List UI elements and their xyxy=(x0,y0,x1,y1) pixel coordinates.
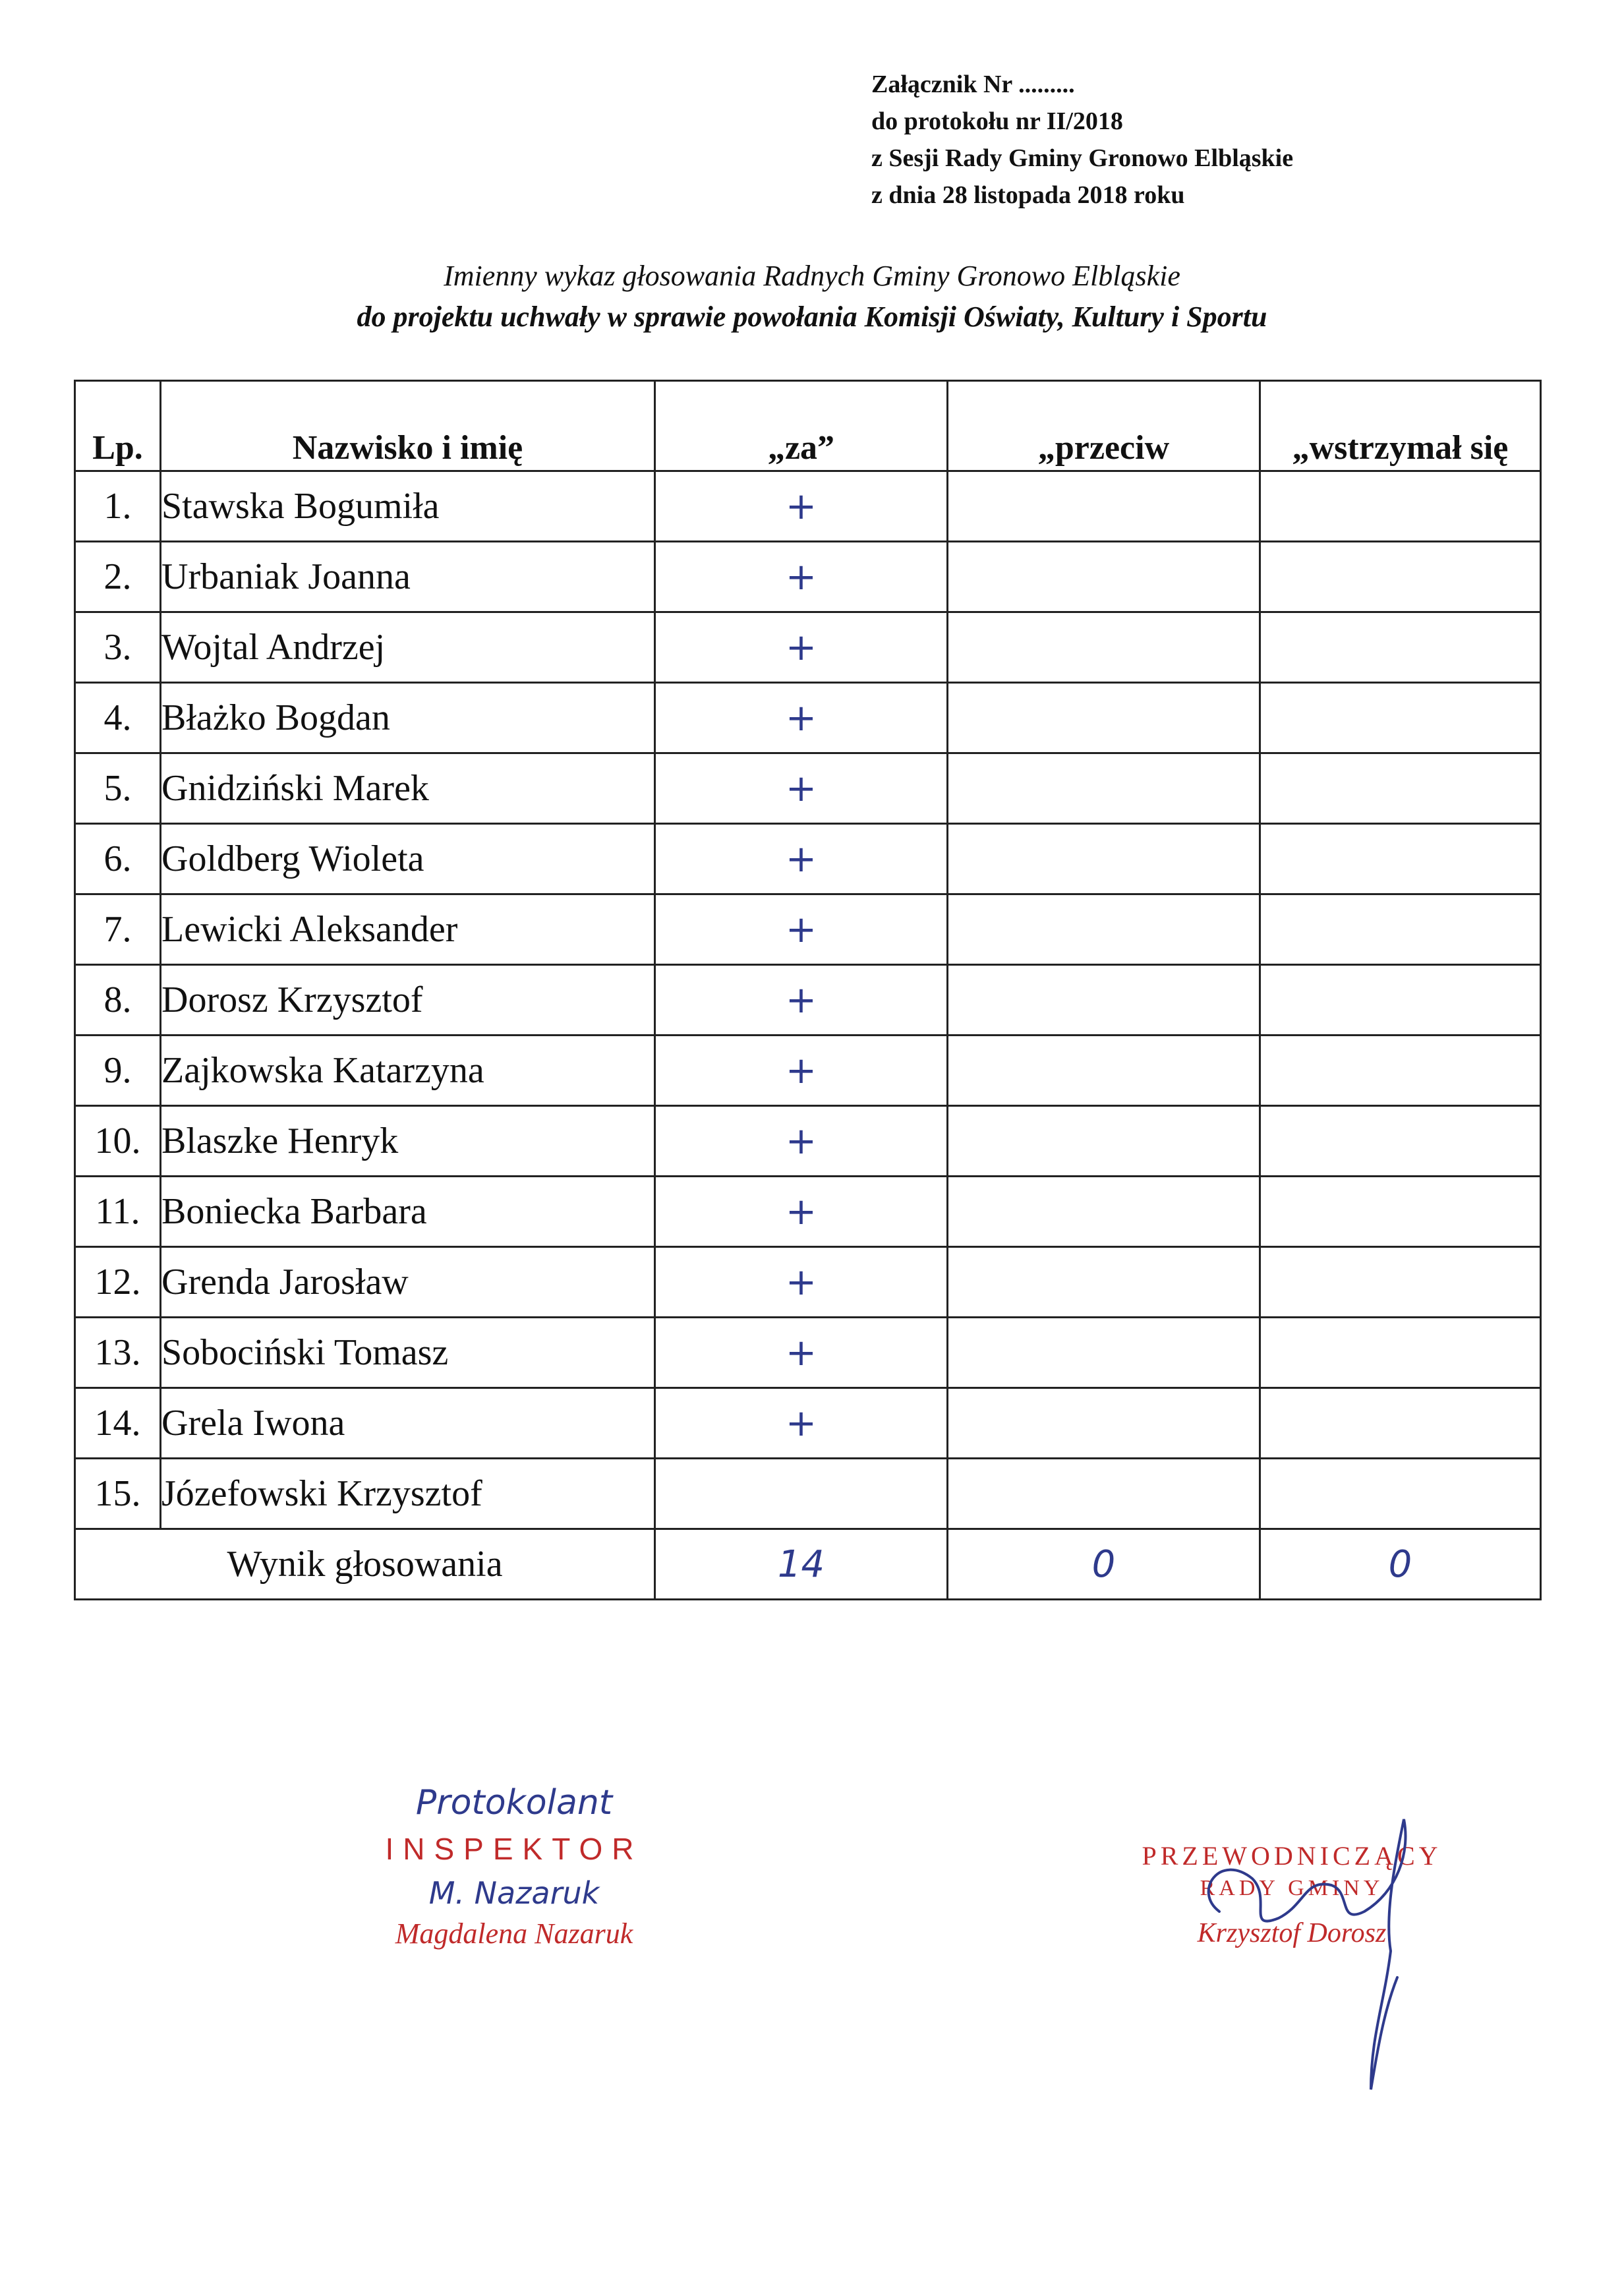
attachment-number: Załącznik Nr ......... xyxy=(871,71,1075,98)
vote-wstrzymal xyxy=(1260,1106,1541,1177)
vote-wstrzymal xyxy=(1260,824,1541,894)
chair-signature-icon xyxy=(1120,1813,1463,2129)
vote-za: + xyxy=(655,1036,948,1106)
vote-przeciw xyxy=(948,683,1260,753)
row-lp: 10. xyxy=(75,1106,161,1177)
vote-wstrzymal xyxy=(1260,1318,1541,1388)
vote-przeciw xyxy=(948,894,1260,965)
result-za: 14 xyxy=(655,1529,948,1600)
attachment-header xyxy=(871,66,1293,214)
vote-przeciw xyxy=(948,1177,1260,1247)
chair-stamp xyxy=(1120,1839,1463,1963)
vote-wstrzymal xyxy=(1260,1247,1541,1318)
table-row xyxy=(75,612,1541,683)
table-row xyxy=(75,1177,1541,1247)
vote-za: + xyxy=(655,1177,948,1247)
table-row xyxy=(75,1036,1541,1106)
row-lp: 9. xyxy=(75,1036,161,1106)
chair-title: PRZEWODNICZĄCY xyxy=(1142,1841,1442,1871)
row-lp: 2. xyxy=(75,542,161,612)
vote-wstrzymal xyxy=(1260,471,1541,542)
vote-za: + xyxy=(655,683,948,753)
row-lp: 8. xyxy=(75,965,161,1036)
row-lp: 3. xyxy=(75,612,161,683)
header-wstrzymal: „wstrzymał się xyxy=(1260,381,1541,471)
vote-wstrzymal xyxy=(1260,965,1541,1036)
vote-wstrzymal xyxy=(1260,1036,1541,1106)
table-row xyxy=(75,1247,1541,1318)
row-name: Sobociński Tomasz xyxy=(161,1318,655,1388)
row-name: Urbaniak Joanna xyxy=(161,542,655,612)
row-name: Dorosz Krzysztof xyxy=(161,965,655,1036)
result-przeciw: 0 xyxy=(948,1529,1260,1600)
table-row xyxy=(75,753,1541,824)
vote-przeciw xyxy=(948,1106,1260,1177)
vote-przeciw xyxy=(948,471,1260,542)
vote-za: + xyxy=(655,753,948,824)
protocol-number: do protokołu nr II/2018 xyxy=(871,107,1123,135)
protokolant-stamp xyxy=(343,1780,685,1954)
vote-przeciw xyxy=(948,965,1260,1036)
vote-za: + xyxy=(655,824,948,894)
vote-wstrzymal xyxy=(1260,753,1541,824)
vote-za xyxy=(655,1459,948,1529)
vote-za: + xyxy=(655,612,948,683)
vote-za: + xyxy=(655,1106,948,1177)
row-name: Grenda Jarosław xyxy=(161,1247,655,1318)
protokolant-name: Magdalena Nazaruk xyxy=(395,1917,633,1950)
vote-za: + xyxy=(655,542,948,612)
vote-przeciw xyxy=(948,1388,1260,1459)
table-row xyxy=(75,683,1541,753)
vote-przeciw xyxy=(948,542,1260,612)
voting-table xyxy=(74,380,1542,1600)
vote-przeciw xyxy=(948,612,1260,683)
row-lp: 12. xyxy=(75,1247,161,1318)
vote-za: + xyxy=(655,894,948,965)
row-name: Blaszke Henryk xyxy=(161,1106,655,1177)
title-line-1: Imienny wykaz głosowania Radnych Gminy Gronowo Elbląskie xyxy=(444,260,1180,292)
row-lp: 5. xyxy=(75,753,161,824)
vote-za: + xyxy=(655,471,948,542)
table-row xyxy=(75,824,1541,894)
vote-wstrzymal xyxy=(1260,1177,1541,1247)
header-lp: Lp. xyxy=(75,381,161,471)
row-name: Grela Iwona xyxy=(161,1388,655,1459)
chair-name: Krzysztof Dorosz xyxy=(1197,1918,1387,1948)
table-row xyxy=(75,894,1541,965)
row-lp: 6. xyxy=(75,824,161,894)
vote-przeciw xyxy=(948,1459,1260,1529)
row-name: Błażko Bogdan xyxy=(161,683,655,753)
vote-wstrzymal xyxy=(1260,1388,1541,1459)
row-name: Zajkowska Katarzyna xyxy=(161,1036,655,1106)
session-name: z Sesji Rady Gminy Gronowo Elbląskie xyxy=(871,144,1294,172)
document-title xyxy=(0,256,1624,337)
header-przeciw: „przeciw xyxy=(948,381,1260,471)
protokolant-handwritten: Protokolant xyxy=(415,1783,613,1823)
vote-za: + xyxy=(655,965,948,1036)
row-lp: 14. xyxy=(75,1388,161,1459)
vote-przeciw xyxy=(948,1318,1260,1388)
vote-wstrzymal xyxy=(1260,683,1541,753)
vote-przeciw xyxy=(948,753,1260,824)
table-row xyxy=(75,1318,1541,1388)
row-lp: 4. xyxy=(75,683,161,753)
table-row xyxy=(75,1106,1541,1177)
vote-wstrzymal xyxy=(1260,894,1541,965)
protokolant-signature: M. Nazaruk xyxy=(428,1875,600,1911)
vote-za: + xyxy=(655,1247,948,1318)
vote-przeciw xyxy=(948,1036,1260,1106)
row-name: Boniecka Barbara xyxy=(161,1177,655,1247)
header-name: Nazwisko i imię xyxy=(161,381,655,471)
row-name: Lewicki Aleksander xyxy=(161,894,655,965)
vote-wstrzymal xyxy=(1260,612,1541,683)
vote-za: + xyxy=(655,1318,948,1388)
vote-przeciw xyxy=(948,824,1260,894)
table-row xyxy=(75,1459,1541,1529)
row-name: Wojtal Andrzej xyxy=(161,612,655,683)
title-line-2: do projektu uchwały w sprawie powołania Komisji Oświaty, Kultury i Sportu xyxy=(357,301,1267,333)
table-row xyxy=(75,542,1541,612)
vote-za: + xyxy=(655,1388,948,1459)
result-label: Wynik głosowania xyxy=(75,1529,655,1600)
row-name: Stawska Bogumiła xyxy=(161,471,655,542)
vote-wstrzymal xyxy=(1260,1459,1541,1529)
row-lp: 15. xyxy=(75,1459,161,1529)
table-row xyxy=(75,471,1541,542)
table-row xyxy=(75,965,1541,1036)
row-name: Józefowski Krzysztof xyxy=(161,1459,655,1529)
vote-wstrzymal xyxy=(1260,542,1541,612)
protokolant-role: INSPEKTOR xyxy=(385,1832,643,1866)
session-date: z dnia 28 listopada 2018 roku xyxy=(871,181,1185,209)
row-lp: 11. xyxy=(75,1177,161,1247)
chair-council: RADY GMINY xyxy=(1200,1876,1384,1900)
row-lp: 13. xyxy=(75,1318,161,1388)
row-name: Gnidziński Marek xyxy=(161,753,655,824)
table-row xyxy=(75,1388,1541,1459)
table-header-row xyxy=(75,381,1541,471)
header-za: „za” xyxy=(655,381,948,471)
vote-przeciw xyxy=(948,1247,1260,1318)
row-name: Goldberg Wioleta xyxy=(161,824,655,894)
result-row xyxy=(75,1529,1541,1600)
row-lp: 1. xyxy=(75,471,161,542)
row-lp: 7. xyxy=(75,894,161,965)
result-wstrzymal: 0 xyxy=(1260,1529,1541,1600)
